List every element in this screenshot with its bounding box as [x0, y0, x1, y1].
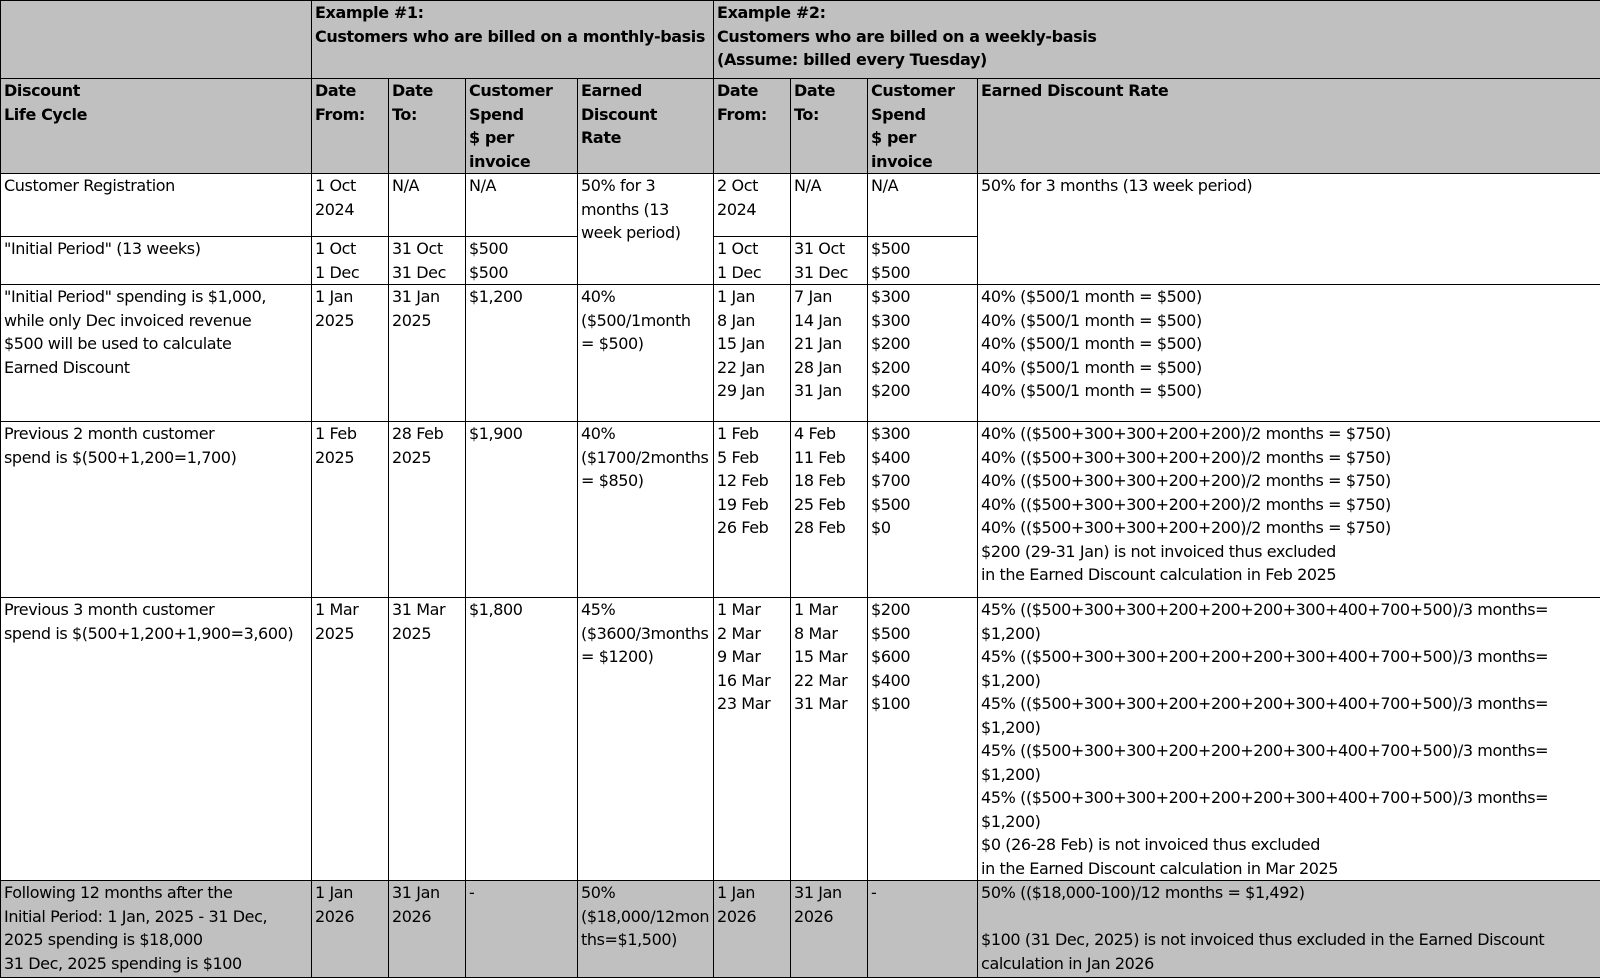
monthly-spend: $1,800: [466, 598, 578, 881]
weekly-date-to: N/A: [791, 174, 868, 237]
corner-cell: [1, 1, 312, 79]
weekly-spend: $500 $500: [868, 237, 978, 285]
weekly-rate: 50% (($18,000-100)/12 months = $1,492) $100 (31 Dec, 2025) is not invoiced thus excluded in the Earned Discount calculation in Jan 2026: [978, 881, 1600, 978]
weekly-spend: $300 $300 $200 $200 $200: [868, 285, 978, 422]
monthly-date-to: N/A: [389, 174, 466, 237]
example1-description: Customers who are billed on a monthly-basis: [315, 25, 713, 49]
monthly-date-to: 31 Jan 2026: [389, 881, 466, 978]
column-header-weekly-date-from: Date From:: [714, 79, 791, 174]
monthly-rate: 50% ($18,000/12mon ths=$1,500): [578, 881, 714, 978]
weekly-spend: $300 $400 $700 $500 $0: [868, 422, 978, 598]
monthly-rate: 50% for 3 months (13 week period): [578, 174, 714, 285]
monthly-date-from: 1 Jan 2025: [312, 285, 389, 422]
example2-description: Customers who are billed on a weekly-basis: [717, 25, 1600, 49]
monthly-spend: N/A: [466, 174, 578, 237]
lifecycle-cell: Customer Registration: [1, 174, 312, 237]
example2-note: (Assume: billed every Tuesday): [717, 48, 1600, 72]
table-row: [1, 422, 1600, 598]
column-header-monthly-rate: Earned Discount Rate: [578, 79, 714, 174]
weekly-date-from: 1 Oct 1 Dec: [714, 237, 791, 285]
column-header-weekly-rate: Earned Discount Rate: [978, 79, 1600, 174]
lifecycle-cell: "Initial Period" spending is $1,000, while only Dec invoiced revenue $500 will be used to calculate Earned Discount: [1, 285, 312, 422]
weekly-date-to: 7 Jan 14 Jan 21 Jan 28 Jan 31 Jan: [791, 285, 868, 422]
column-header-monthly-date-from: Date From:: [312, 79, 389, 174]
weekly-date-from: 1 Jan 8 Jan 15 Jan 22 Jan 29 Jan: [714, 285, 791, 422]
example2-title: Example #2:: [717, 1, 1600, 25]
monthly-spend: -: [466, 881, 578, 978]
monthly-date-to: 31 Oct 31 Dec: [389, 237, 466, 285]
monthly-spend: $1,900: [466, 422, 578, 598]
column-header-monthly-spend: Customer Spend $ per invoice: [466, 79, 578, 174]
monthly-date-to: 31 Jan 2025: [389, 285, 466, 422]
monthly-date-from: 1 Oct 2024: [312, 174, 389, 237]
column-header-weekly-date-to: Date To:: [791, 79, 868, 174]
monthly-rate: 45% ($3600/3months = $1200): [578, 598, 714, 881]
weekly-rate: 50% for 3 months (13 week period): [978, 174, 1600, 285]
monthly-date-from: 1 Oct 1 Dec: [312, 237, 389, 285]
weekly-date-from: 2 Oct 2024: [714, 174, 791, 237]
table-row: [1, 598, 1600, 881]
example1-title: Example #1:: [315, 1, 713, 25]
monthly-date-from: 1 Feb 2025: [312, 422, 389, 598]
weekly-date-from: 1 Mar 2 Mar 9 Mar 16 Mar 23 Mar: [714, 598, 791, 881]
monthly-rate: 40% ($1700/2months = $850): [578, 422, 714, 598]
weekly-date-to: 4 Feb 11 Feb 18 Feb 25 Feb 28 Feb: [791, 422, 868, 598]
weekly-spend: -: [868, 881, 978, 978]
monthly-date-to: 28 Feb 2025: [389, 422, 466, 598]
lifecycle-cell: Previous 2 month customer spend is $(500+1,200=1,700): [1, 422, 312, 598]
table-row: [1, 285, 1600, 422]
table-row: [1, 174, 1600, 237]
weekly-spend: N/A: [868, 174, 978, 237]
monthly-date-from: 1 Jan 2026: [312, 881, 389, 978]
monthly-spend: $500 $500: [466, 237, 578, 285]
weekly-rate: 40% (($500+300+300+200+200)/2 months = $750) 40% (($500+300+300+200+200)/2 months = $750) 40% (($500+300+300+200+200)/2 months = $750) 40% (($500+300+300+200+200)/2 months = $750) 40% (($500+300+300+200+200)/2 months = $750) $200 (29-31 Jan) is not invoiced thus excluded in the Earned Discount calculation in Feb 2025: [978, 422, 1600, 598]
monthly-rate: 40% ($500/1month = $500): [578, 285, 714, 422]
monthly-spend: $1,200: [466, 285, 578, 422]
weekly-date-from: 1 Jan 2026: [714, 881, 791, 978]
column-header-weekly-spend: Customer Spend $ per invoice: [868, 79, 978, 174]
lifecycle-cell: "Initial Period" (13 weeks): [1, 237, 312, 285]
weekly-date-to: 1 Mar 8 Mar 15 Mar 22 Mar 31 Mar: [791, 598, 868, 881]
weekly-spend: $200 $500 $600 $400 $100: [868, 598, 978, 881]
example2-header: [714, 1, 1600, 79]
weekly-rate: 40% ($500/1 month = $500) 40% ($500/1 month = $500) 40% ($500/1 month = $500) 40% ($500/1 month = $500) 40% ($500/1 month = $500): [978, 285, 1600, 422]
lifecycle-cell: Previous 3 month customer spend is $(500+1,200+1,900=3,600): [1, 598, 312, 881]
weekly-date-to: 31 Jan 2026: [791, 881, 868, 978]
monthly-date-to: 31 Mar 2025: [389, 598, 466, 881]
table-row: [1, 881, 1600, 978]
weekly-date-to: 31 Oct 31 Dec: [791, 237, 868, 285]
example1-header: [312, 1, 714, 79]
column-header-lifecycle: Discount Life Cycle: [1, 79, 312, 174]
column-header-monthly-date-to: Date To:: [389, 79, 466, 174]
weekly-date-from: 1 Feb 5 Feb 12 Feb 19 Feb 26 Feb: [714, 422, 791, 598]
weekly-rate: 45% (($500+300+300+200+200+200+300+400+700+500)/3 months= $1,200) 45% (($500+300+300+200+200+200+300+400+700+500)/3 months= $1,200) 45% (($500+300+300+200+200+200+300+400+700+500)/3 months= $1,200) 45% (($500+300+300+200+200+200+300+400+700+500)/3 months= $1,200) 45% (($500+300+300+200+200+200+300+400+700+500)/3 months= $1,200) $0 (26-28 Feb) is not invoiced thus excluded in the Earned Discount calculation in Mar 2025: [978, 598, 1600, 881]
monthly-date-from: 1 Mar 2025: [312, 598, 389, 881]
lifecycle-cell: Following 12 months after the Initial Period: 1 Jan, 2025 - 31 Dec, 2025 spending is $18,000 31 Dec, 2025 spending is $100: [1, 881, 312, 978]
